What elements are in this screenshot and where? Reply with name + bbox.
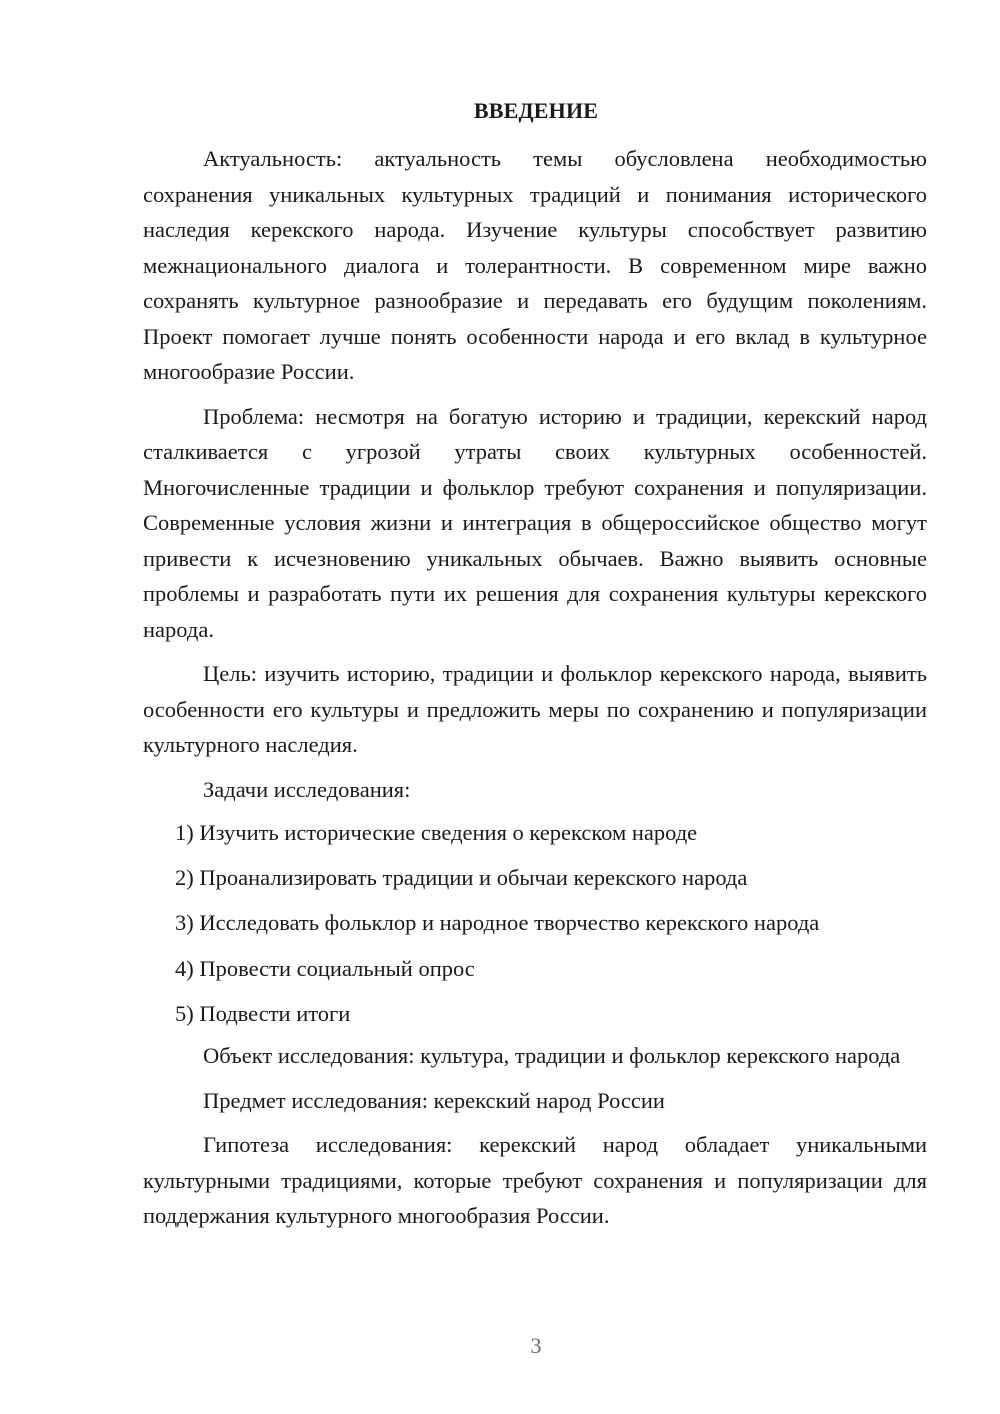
document-body (143, 141, 927, 1243)
task-item-2: 2) Проанализировать традиции и обычаи керекского народа (175, 865, 748, 891)
paragraph-relevance: Актуальность: актуальность темы обусловлена необходимостью сохранения уникальных культурных традиций и понимания исторического наследия керекского народа. Изучение культуры способствует развитию межнационального диалога и толерантности. В современном мире важно сохранять культурное разнообразие и передавать его будущим поколениям. Проект помогает лучше понять особенности народа и его вклад в культурное многообразие России. (143, 146, 927, 384)
tasks-heading: Задачи исследования: (203, 776, 411, 802)
paragraph-hypothesis: Гипотеза исследования: керекский народ обладает уникальными культурными традициями, которые требуют сохранения и популяризации для поддержания культурного многообразия России. (143, 1132, 927, 1229)
task-item-5: 5) Подвести итоги (175, 1000, 351, 1026)
tasks-list (143, 810, 927, 1036)
task-item-3: 3) Исследовать фольклор и народное творчество керекского народа (175, 910, 820, 936)
paragraph-problem: Проблема: несмотря на богатую историю и традиции, керекский народ сталкивается с угрозой утраты своих культурных особенностей. Многочисленные традиции и фольклор требуют сохранения и популяризации. Современные условия жизни и интеграция в общероссийское общество могут привести к исчезновению уникальных обычаев. Важно выявить основные проблемы и разработать пути их решения для сохранения культуры керекского народа. (143, 403, 927, 642)
paragraph-object: Объект исследования: культура, традиции и фольклор керекского народа (203, 1043, 901, 1069)
page-number: 3 (530, 1333, 542, 1358)
task-item-4: 4) Провести социальный опрос (175, 955, 475, 981)
page-title: ВВЕДЕНИЕ (473, 98, 599, 123)
paragraph-goal: Цель: изучить историю, традиции и фольклор керекского народа, выявить особенности его культуры и предложить меры по сохранению и популяризации культурного наследия. (143, 661, 927, 757)
task-item-1: 1) Изучить исторические сведения о керекском народе (175, 820, 698, 845)
paragraph-subject: Предмет исследования: керекский народ России (203, 1087, 665, 1113)
